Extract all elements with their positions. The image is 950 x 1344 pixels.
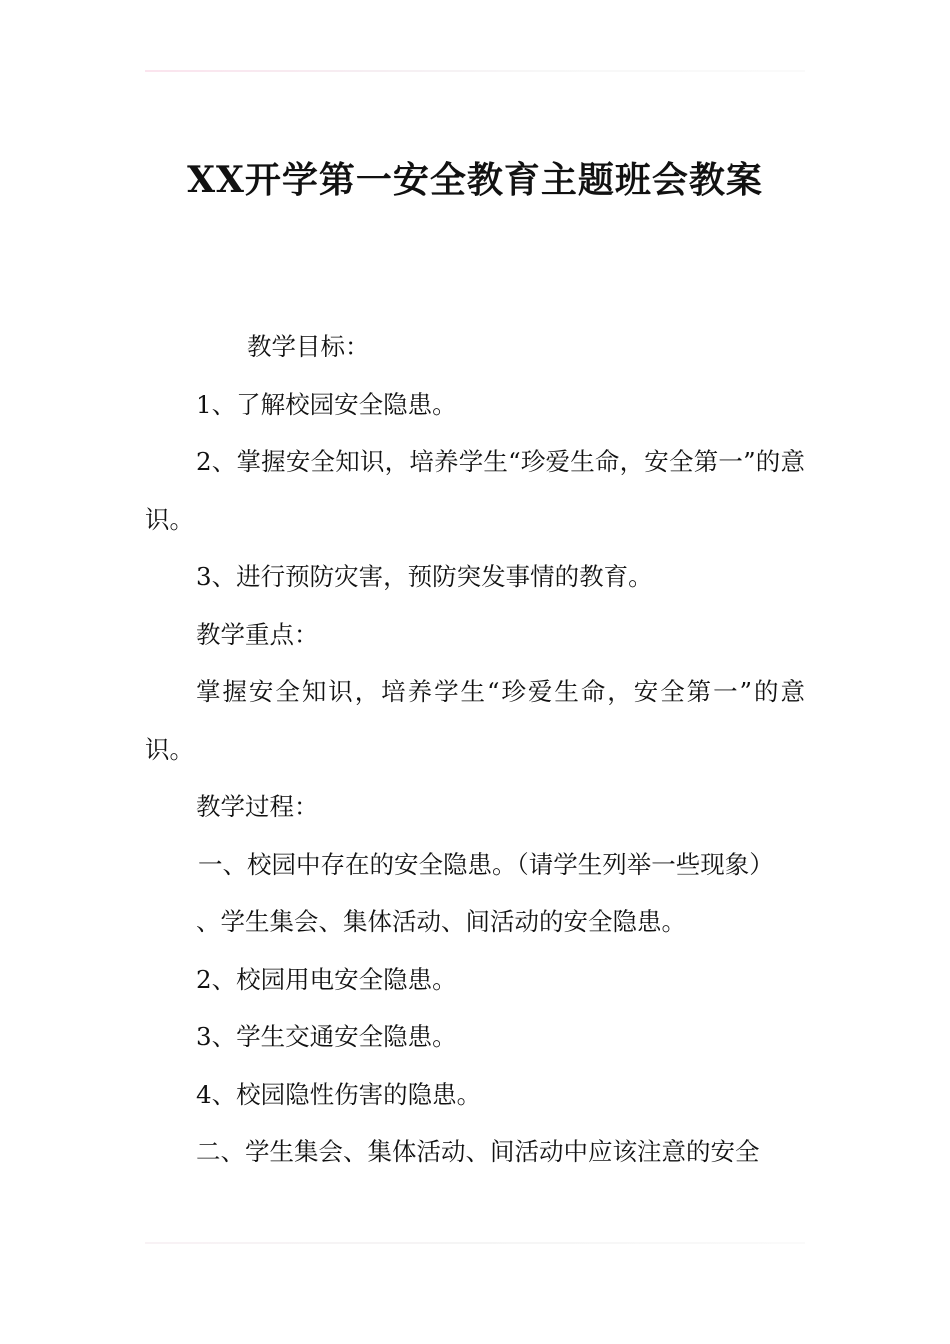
paragraph-goal-3: 3、进行预防灾害，预防突发事情的教育。: [196, 562, 653, 591]
document-title: XX开学第一安全教育主题班会教案: [187, 159, 763, 202]
paragraph-teaching-goals-heading: 教学目标：: [247, 332, 370, 361]
header-rule: [145, 70, 805, 72]
paragraph-item-3: 3、学生交通安全隐患。: [196, 1022, 457, 1051]
paragraph-section-2: 二、学生集会、集体活动、间活动中应该注意的安全: [196, 1137, 760, 1166]
paragraph-key-points-heading: 教学重点：: [196, 619, 319, 649]
paragraph-item-4: 4、校园隐性伤害的隐患。: [196, 1079, 482, 1109]
paragraph-section-1: 一、校园中存在的安全隐患。（请学生列举一些现象）: [198, 849, 774, 879]
paragraph-item-2: 2、校园用电安全隐患。: [196, 964, 457, 994]
paragraph-goal-1: 1、了解校园安全隐患。: [196, 389, 457, 419]
paragraph-goal-2: 2、掌握安全知识，培养学生“珍爱生命，安全第一”的意识。: [145, 447, 805, 534]
paragraph-key-points: 掌握安全知识，培养学生“珍爱生命，安全第一”的意识。: [145, 677, 805, 764]
document-body: [145, 318, 805, 1181]
paragraph-item-1: 、学生集会、集体活动、间活动的安全隐患。: [196, 907, 686, 936]
footer-rule: [145, 1242, 805, 1244]
paragraph-process-heading: 教学过程：: [196, 792, 319, 821]
